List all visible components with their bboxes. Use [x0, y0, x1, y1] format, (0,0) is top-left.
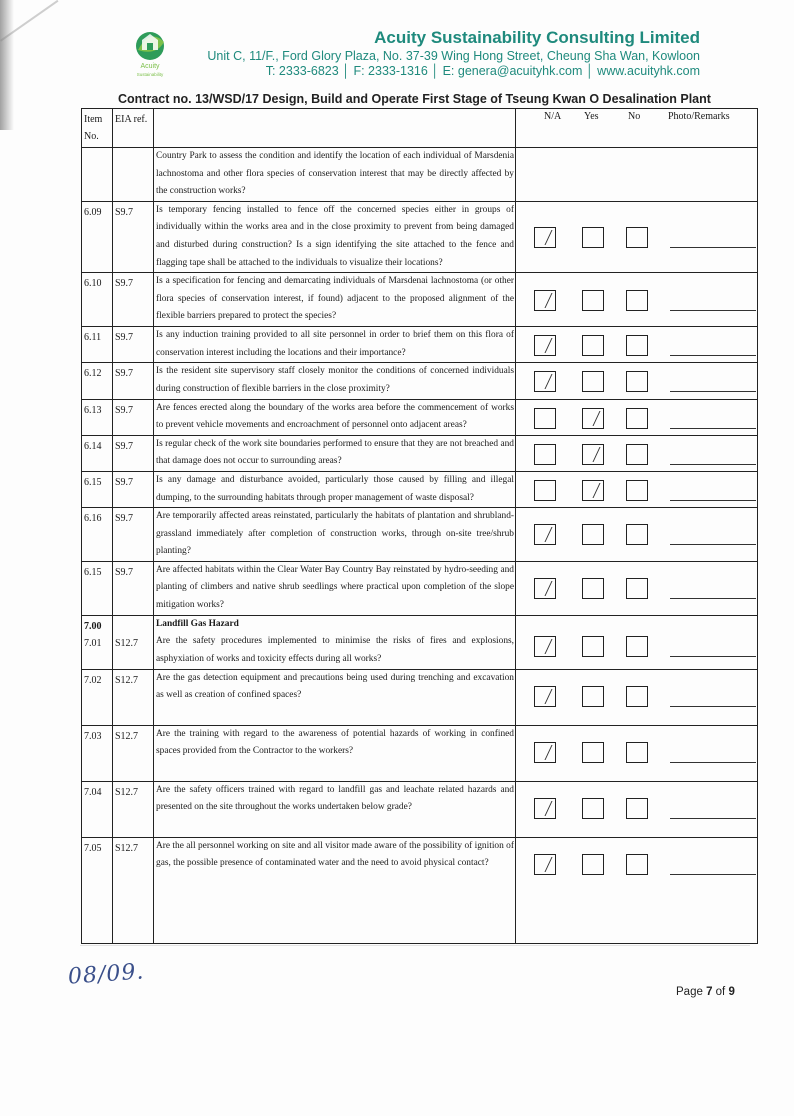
tick-mark-icon: [538, 745, 553, 760]
header-question: [154, 109, 516, 148]
item-no: [82, 615, 113, 669]
item-no: 6.09: [82, 201, 113, 272]
tick-mark-icon: [538, 639, 553, 654]
table-row: [82, 508, 758, 562]
eia-ref: [113, 615, 154, 669]
item-no: 6.10: [82, 273, 113, 327]
header-eia-ref: EIA ref.: [113, 109, 154, 148]
eia-ref: S9.7: [113, 201, 154, 272]
remarks-line[interactable]: [670, 656, 756, 657]
tick-mark-icon: [538, 293, 553, 308]
eia-ref: S12.7: [113, 725, 154, 781]
checkbox-yes[interactable]: [582, 636, 604, 657]
header-answers: [516, 109, 758, 148]
checkbox-na[interactable]: [534, 686, 556, 707]
remarks-line[interactable]: [670, 428, 756, 429]
question-text: Is regular check of the work site boundaries performed to ensure that they are not breached and that damage does not occur to surrounding areas?: [154, 435, 516, 471]
remarks-line[interactable]: [670, 706, 756, 707]
checkbox-na[interactable]: [534, 636, 556, 657]
checkbox-na[interactable]: [534, 290, 556, 311]
header-no: No: [628, 111, 641, 122]
checkbox-yes[interactable]: [582, 290, 604, 311]
sub-eia-ref: S12.7: [115, 637, 139, 649]
logo-text: Acuity: [140, 63, 160, 70]
question-text: Are temporarily affected areas reinstated, particularly the habitats of plantation and shrubland-grassland immediately after completion of construction works, through on-site tree/shrub planting?: [154, 508, 516, 562]
eia-ref: [113, 148, 154, 202]
answer-cell: [516, 273, 758, 327]
answer-cell: [516, 435, 758, 471]
table-row: [82, 615, 758, 669]
checkbox-no[interactable]: [626, 636, 648, 657]
checkbox-yes[interactable]: [582, 371, 604, 392]
item-no: 7.03: [82, 725, 113, 781]
item-no: [82, 148, 113, 202]
eia-ref: S9.7: [113, 363, 154, 399]
table-row: [82, 561, 758, 615]
answer-cell: [516, 669, 758, 725]
tick-mark-icon: [586, 411, 601, 426]
checkbox-no[interactable]: [626, 524, 648, 545]
eia-ref: S9.7: [113, 435, 154, 471]
checkbox-yes[interactable]: [582, 578, 604, 599]
item-no: 6.11: [82, 327, 113, 363]
tick-mark-icon: [538, 338, 553, 353]
question-text: Are the gas detection equipment and precautions being used during trenching and excavation as well as creation of confined spaces?: [154, 669, 516, 725]
table-row: [82, 273, 758, 327]
tick-mark-icon: [538, 857, 553, 872]
item-no: 6.15: [82, 471, 113, 507]
checkbox-no[interactable]: [626, 227, 648, 248]
tick-mark-icon: [538, 374, 553, 389]
scan-edge-shadow: [0, 0, 14, 130]
checkbox-no[interactable]: [626, 798, 648, 819]
tick-mark-icon: [538, 801, 553, 816]
table-row: [82, 471, 758, 507]
checkbox-yes[interactable]: [582, 686, 604, 707]
checkbox-na[interactable]: [534, 444, 556, 465]
checkbox-yes[interactable]: [582, 335, 604, 356]
item-no: 6.14: [82, 435, 113, 471]
remarks-line[interactable]: [670, 247, 756, 248]
checkbox-na[interactable]: [534, 371, 556, 392]
table-row: [82, 399, 758, 435]
checkbox-no[interactable]: [626, 290, 648, 311]
answer-cell: [516, 725, 758, 781]
checkbox-yes[interactable]: [582, 227, 604, 248]
answer-cell: [516, 148, 758, 202]
question-text: Are the safety officers trained with regard to landfill gas and leachate related hazards and presented on the site throughout the works undertaken below grade?: [154, 781, 516, 837]
answer-cell: [516, 781, 758, 837]
remarks-line[interactable]: [670, 391, 756, 392]
eia-ref: S12.7: [113, 837, 154, 943]
checkbox-yes[interactable]: [582, 854, 604, 875]
question-text: Are the training with regard to the awareness of potential hazards of working in confined spaces provided from the Contractor to the workers?: [154, 725, 516, 781]
checkbox-yes[interactable]: [582, 408, 604, 429]
remarks-line[interactable]: [670, 598, 756, 599]
checkbox-na[interactable]: [534, 854, 556, 875]
checklist-table: [81, 108, 758, 944]
answer-cell: [516, 615, 758, 669]
table-row: [82, 669, 758, 725]
company-contacts: T: 2333-6823 │ F: 2333-1316 │ E: genera@acuityhk.com │ www.acuityhk.com: [265, 64, 700, 78]
answer-cell: [516, 837, 758, 943]
checkbox-no[interactable]: [626, 742, 648, 763]
question-text: Country Park to assess the condition and identify the location of each individual of Marsdenia lachnostoma and other flora species of conservation interest that may be directly affected by the construction works?: [154, 148, 516, 202]
checkbox-no[interactable]: [626, 686, 648, 707]
table-row: [82, 201, 758, 272]
answer-cell: [516, 363, 758, 399]
table-row: [82, 327, 758, 363]
checkbox-no[interactable]: [626, 408, 648, 429]
checkbox-na[interactable]: [534, 335, 556, 356]
logo-subtext: Sustainability: [136, 72, 164, 77]
eia-ref: S9.7: [113, 273, 154, 327]
answer-cell: [516, 201, 758, 272]
tick-mark-icon: [538, 230, 553, 245]
eia-ref: S12.7: [113, 669, 154, 725]
company-address: Unit C, 11/F., Ford Glory Plaza, No. 37-39 Wing Hong Street, Cheung Sha Wan, Kowloon: [207, 49, 700, 63]
acuity-logo-icon: [120, 26, 180, 82]
item-no: 7.05: [82, 837, 113, 943]
eia-ref: S9.7: [113, 327, 154, 363]
section-item-no: 7.00: [84, 620, 102, 632]
table-row: [82, 435, 758, 471]
checkbox-yes[interactable]: [582, 480, 604, 501]
table-row: [82, 781, 758, 837]
section-title: Landfill Gas Hazard: [156, 618, 239, 629]
eia-ref: S12.7: [113, 781, 154, 837]
answer-cell: [516, 508, 758, 562]
table-row: [82, 725, 758, 781]
header-remarks: Photo/Remarks: [668, 111, 730, 122]
item-no: 7.02: [82, 669, 113, 725]
question-text: Is any induction training provided to all site personnel in order to brief them on this flora of conservation interest including the locations and their importance?: [154, 327, 516, 363]
answer-cell: [516, 471, 758, 507]
item-no: 6.12: [82, 363, 113, 399]
remarks-line[interactable]: [670, 544, 756, 545]
checkbox-yes[interactable]: [582, 524, 604, 545]
tick-mark-icon: [538, 689, 553, 704]
checkbox-yes[interactable]: [582, 798, 604, 819]
page-number: Page 7 of 9: [676, 986, 735, 998]
checkbox-no[interactable]: [626, 854, 648, 875]
handwritten-date: 08/09.: [67, 959, 146, 990]
remarks-line[interactable]: [670, 310, 756, 311]
remarks-line[interactable]: [670, 762, 756, 763]
question-text: [154, 615, 516, 669]
checkbox-no[interactable]: [626, 444, 648, 465]
sub-item-no: 7.01: [84, 637, 102, 649]
answer-cell: [516, 561, 758, 615]
question-text: Are affected habitats within the Clear Water Bay Country Bay reinstated by hydro-seeding and planting of climbers and native shrub seedlings where practical upon completion of the slope mitigation works?: [154, 561, 516, 615]
letterhead: [120, 26, 700, 86]
question-text: Are fences erected along the boundary of the works area before the commencement of works to prevent vehicle movements and encroachment of personnel onto adjacent areas?: [154, 399, 516, 435]
checkbox-na[interactable]: [534, 480, 556, 501]
item-no: 6.16: [82, 508, 113, 562]
header-na: N/A: [544, 111, 562, 122]
tick-mark-icon: [538, 581, 553, 596]
table-row: [82, 363, 758, 399]
checkbox-yes[interactable]: [582, 444, 604, 465]
tick-mark-icon: [586, 483, 601, 498]
checkbox-na[interactable]: [534, 578, 556, 599]
question-text: Is a specification for fencing and demarcating individuals of Marsdenai lachnostoma (or other flora species of conservation interest, if found) adjacent to the proposed alignment of the flexible barriers prepared to protect the species?: [154, 273, 516, 327]
table-header-row: [82, 109, 758, 148]
tick-mark-icon: [538, 527, 553, 542]
checkbox-na[interactable]: [534, 798, 556, 819]
checkbox-no[interactable]: [626, 480, 648, 501]
checkbox-na[interactable]: [534, 227, 556, 248]
scan-faint-line: [80, 945, 750, 946]
item-no: 6.15: [82, 561, 113, 615]
eia-ref: S9.7: [113, 471, 154, 507]
question-text: Are the all personnel working on site and all visitor made aware of the possibility of ignition of gas, the possible presence of contaminated water and the need to avoid physical contact?: [154, 837, 516, 943]
question-text: Is the resident site supervisory staff closely monitor the conditions of concerned individuals during construction of flexible barriers in the close proximity?: [154, 363, 516, 399]
eia-ref: S9.7: [113, 399, 154, 435]
tick-mark-icon: [586, 447, 601, 462]
checkbox-yes[interactable]: [582, 742, 604, 763]
question-text: Is any damage and disturbance avoided, particularly those caused by filling and illegal dumping, to the surrounding habitats through proper management of waste disposal?: [154, 471, 516, 507]
checkbox-no[interactable]: [626, 335, 648, 356]
item-no: 7.04: [82, 781, 113, 837]
checkbox-na[interactable]: [534, 408, 556, 429]
item-no: 6.13: [82, 399, 113, 435]
header-yes: Yes: [584, 111, 599, 122]
remarks-line[interactable]: [670, 500, 756, 501]
contract-title: Contract no. 13/WSD/17 Design, Build and Operate First Stage of Tseung Kwan O Desalination Plant: [118, 92, 711, 106]
eia-ref: S9.7: [113, 508, 154, 562]
checkbox-na[interactable]: [534, 742, 556, 763]
table-row: [82, 148, 758, 202]
checkbox-na[interactable]: [534, 524, 556, 545]
remarks-line[interactable]: [670, 355, 756, 356]
checkbox-no[interactable]: [626, 371, 648, 392]
question-text: Is temporary fencing installed to fence off the concerned species either in groups of individually within the works area and in the close proximity to prevent from being damaged and disturbed during construction? Is a sign identifying the site attached to the fence and flagging tape shall be attached to the individuals to visualize their locations?: [154, 201, 516, 272]
company-name: Acuity Sustainability Consulting Limited: [374, 28, 700, 47]
checkbox-no[interactable]: [626, 578, 648, 599]
sub-question-text: Are the safety procedures implemented to minimise the risks of fires and explosions, asphyxiation of works and toxicity effects during all works?: [156, 636, 514, 664]
table-row: [82, 837, 758, 943]
answer-cell: [516, 327, 758, 363]
remarks-line[interactable]: [670, 818, 756, 819]
remarks-line[interactable]: [670, 874, 756, 875]
answer-cell: [516, 399, 758, 435]
eia-ref: S9.7: [113, 561, 154, 615]
remarks-line[interactable]: [670, 464, 756, 465]
header-item-no: Item No.: [82, 109, 113, 148]
